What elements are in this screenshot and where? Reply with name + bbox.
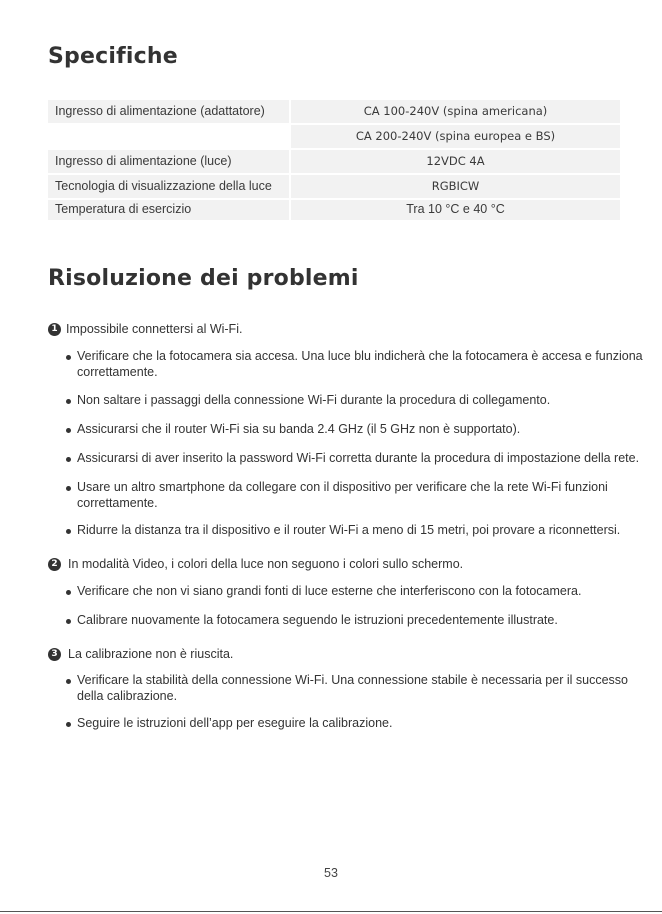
number-badge-icon: 1 (48, 323, 61, 336)
number-badge-icon: 3 (48, 648, 61, 661)
list-item (66, 613, 644, 629)
list-item (66, 673, 644, 704)
problem-title: Impossibile connettersi al Wi-Fi. (66, 322, 243, 336)
problem-title: La calibrazione non è riuscita. (68, 647, 234, 661)
bullet-icon (66, 619, 71, 624)
specs-table (48, 100, 620, 222)
spec-row (48, 150, 620, 173)
list-item (66, 716, 644, 732)
bullet-icon (66, 355, 71, 360)
number-badge-icon: 2 (48, 558, 61, 571)
specs-heading: Specifiche (48, 44, 178, 69)
spec-value: 12VDC 4A (291, 150, 620, 173)
list-item-text: Calibrare nuovamente la fotocamera seguendo le istruzioni precedentemente illustrate. (77, 613, 558, 627)
bullet-icon (66, 486, 71, 491)
bullet-icon (66, 679, 71, 684)
list-item (66, 584, 644, 600)
problem-section (48, 647, 648, 661)
bullet-icon (66, 457, 71, 462)
list-item (66, 393, 644, 409)
problem-heading (48, 322, 648, 336)
page-number: 53 (324, 866, 338, 880)
problem-title: In modalità Video, i colori della luce non seguono i colori sullo schermo. (68, 557, 464, 571)
bullet-icon (66, 529, 71, 534)
list-item (66, 480, 644, 511)
spec-label: Tecnologia di visualizzazione della luce (48, 175, 289, 198)
spec-label: Temperatura di esercizio (48, 200, 289, 220)
bullet-icon (66, 428, 71, 433)
problem-heading (48, 557, 648, 571)
spec-value: CA 100-240V (spina americana) (291, 100, 620, 123)
spec-row (48, 100, 620, 123)
spec-label: Ingresso di alimentazione (luce) (48, 150, 289, 173)
list-item-text: Usare un altro smartphone da collegare con il dispositivo per verificare che la rete Wi-Fi funzioni correttamente. (77, 480, 608, 510)
list-item (66, 422, 644, 438)
list-item (66, 523, 644, 539)
list-item-text: Non saltare i passaggi della connessione Wi-Fi durante la procedura di collegamento. (77, 393, 551, 407)
troubleshooting-heading: Risoluzione dei problemi (48, 266, 359, 291)
problem-section (48, 322, 648, 336)
bullet-icon (66, 590, 71, 595)
spec-label (48, 125, 289, 148)
list-item (66, 451, 644, 467)
spec-row (48, 175, 620, 198)
spec-value: Tra 10 °C e 40 °C (291, 200, 620, 220)
bottom-divider (0, 911, 662, 912)
problem-section (48, 557, 648, 571)
spec-value: RGBICW (291, 175, 620, 198)
list-item-text: Assicurarsi che il router Wi-Fi sia su banda 2.4 GHz (il 5 GHz non è supportato). (77, 422, 521, 436)
spec-row (48, 125, 620, 148)
spec-row (48, 200, 620, 220)
list-item-text: Ridurre la distanza tra il dispositivo e il router Wi-Fi a meno di 15 metri, poi provare a riconnettersi. (77, 523, 621, 537)
list-item-text: Verificare che non vi siano grandi fonti di luce esterne che interferiscono con la fotocamera. (77, 584, 582, 598)
bullet-icon (66, 722, 71, 727)
bullet-icon (66, 399, 71, 404)
spec-label: Ingresso di alimentazione (adattatore) (48, 100, 289, 123)
list-item (66, 349, 644, 380)
list-item-text: Verificare che la fotocamera sia accesa. Una luce blu indicherà che la fotocamera è accesa e funziona correttamente. (77, 349, 643, 379)
list-item-text: Assicurarsi di aver inserito la password Wi-Fi corretta durante la procedura di impostazione della rete. (77, 451, 640, 465)
spec-value: CA 200-240V (spina europea e BS) (291, 125, 620, 148)
problem-heading (48, 647, 648, 661)
list-item-text: Seguire le istruzioni dell’app per eseguire la calibrazione. (77, 716, 393, 730)
list-item-text: Verificare la stabilità della connessione Wi-Fi. Una connessione stabile è necessaria per il successo della calibrazione. (77, 673, 628, 703)
